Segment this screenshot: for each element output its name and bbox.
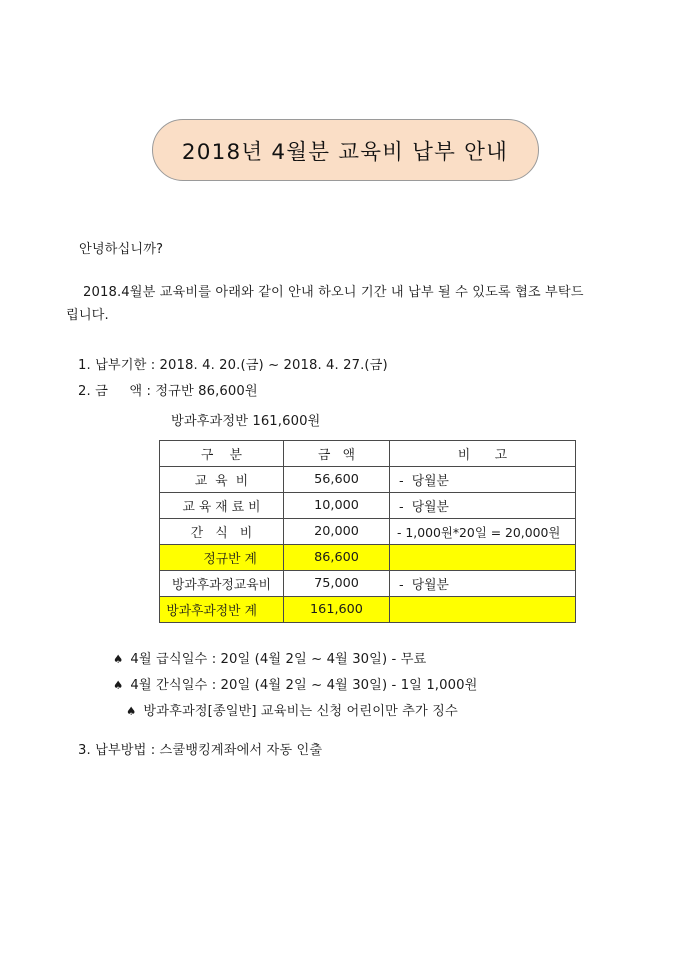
list-item-payment-deadline: 1. 납부기한 : 2018. 4. 20.(금) ~ 2018. 4. 27.(금) (78, 358, 388, 373)
cell-item: 교 육 비 (160, 467, 284, 493)
cell-note: - 당월분 (390, 467, 576, 493)
table-row (160, 597, 576, 623)
intro-line-2: 협조 부탁드립니다. (66, 285, 584, 323)
cell-amount: 86,600 (284, 545, 390, 571)
cell-note (390, 545, 576, 571)
cell-amount: 56,600 (284, 467, 390, 493)
page-title: 2018년 4월분 교육비 납부 안내 (181, 139, 509, 165)
column-header-item: 구 분 (160, 441, 284, 467)
cell-amount: 20,000 (284, 519, 390, 545)
list-item-label: 방과후과정[종일반] 교육비는 신청 어린이만 추가 징수 (143, 704, 458, 719)
spade-bullet-icon: ♠ (113, 652, 124, 666)
list-item-label: 4월 간식일수 : 20일 (4월 2일 ~ 4월 30일) - 1일 1,000원 (130, 678, 478, 693)
intro-line-1: 2018.4월분 교육비를 아래와 같이 안내 하오니 기간 내 납부 될 수 있도록 (83, 285, 511, 300)
fee-breakdown-table (159, 440, 576, 623)
greeting-text: 안녕하십니까? (79, 242, 164, 257)
cell-amount: 75,000 (284, 571, 390, 597)
bullet-note-list (113, 648, 477, 726)
list-item (113, 700, 477, 726)
title-banner-wrapper (0, 119, 690, 181)
cell-note (390, 597, 576, 623)
cell-note: - 1,000원*20일 = 20,000원 (390, 519, 576, 545)
table-row (160, 545, 576, 571)
column-header-amount: 금 액 (284, 441, 390, 467)
list-item (113, 674, 477, 700)
intro-paragraph (66, 281, 586, 327)
cell-amount: 161,600 (284, 597, 390, 623)
table-row (160, 519, 576, 545)
cell-item: 교 육 재 료 비 (160, 493, 284, 519)
list-item-amount-afterschool: 방과후과정반 161,600원 (171, 414, 321, 429)
cell-item: 간 식 비 (160, 519, 284, 545)
column-header-note: 비 고 (390, 441, 576, 467)
cell-amount: 10,000 (284, 493, 390, 519)
list-item (113, 648, 477, 674)
list-item-amount: 2. 금 액 : 정규반 86,600원 (78, 384, 258, 399)
cell-note: - 당월분 (390, 571, 576, 597)
cell-item: 정규반 계 (160, 545, 284, 571)
table-row (160, 467, 576, 493)
cell-item: 방과후과정교육비 (160, 571, 284, 597)
list-item-label: 4월 급식일수 : 20일 (4월 2일 ~ 4월 30일) - 무료 (130, 652, 427, 667)
table-row (160, 571, 576, 597)
table-header-row (160, 441, 576, 467)
cell-note: - 당월분 (390, 493, 576, 519)
title-banner (152, 119, 539, 181)
list-item-payment-method: 3. 납부방법 : 스쿨뱅킹계좌에서 자동 인출 (78, 743, 323, 758)
spade-bullet-icon: ♠ (113, 678, 124, 692)
spade-bullet-icon: ♠ (126, 704, 137, 718)
cell-item: 방과후과정반 계 (160, 597, 284, 623)
table-row (160, 493, 576, 519)
table-body (160, 467, 576, 623)
